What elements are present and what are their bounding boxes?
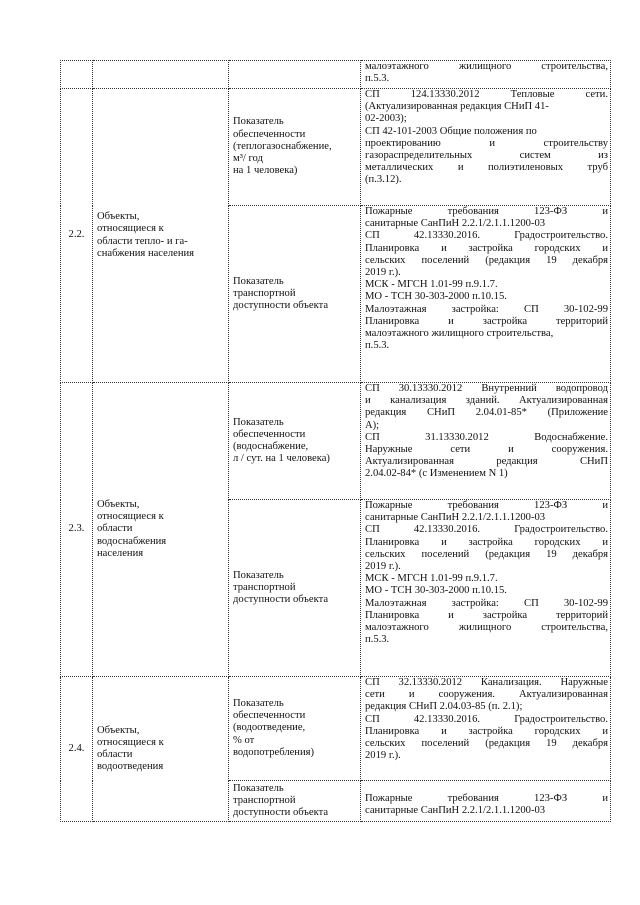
text-line: СП 124.13330.2012 Тепловые сети. <box>365 89 608 100</box>
text-line: л / сут. на 1 человека) <box>233 453 330 465</box>
norm-cell <box>361 677 611 781</box>
table-row <box>61 383 611 500</box>
text-line: Планировка и застройка городских и <box>365 536 608 548</box>
row-number <box>61 61 93 89</box>
text-line: Показатель <box>233 569 284 581</box>
text-line: Пожарные требования 123-ФЗ и <box>365 206 608 217</box>
text-line: СП 31.13330.2012 Водоснабжение. <box>365 431 608 443</box>
text-line: 2019 г.). <box>365 561 401 573</box>
text-line: транспортной <box>233 287 296 299</box>
text-line: (Актуализированная редакция СНиП 41- <box>365 101 549 113</box>
text-line: сети и сооружения. Актуализированная <box>365 689 608 701</box>
text-line: (п.3.12). <box>365 174 402 186</box>
text-line: Малоэтажная застройка: СП 30-102-99 <box>365 597 608 609</box>
text-line: п.5.3. <box>365 73 390 85</box>
text-line: сельских поселений (редакция 19 декабря <box>365 548 608 560</box>
row-number: 2.3. <box>61 383 93 677</box>
norm-cell <box>361 61 611 89</box>
text-line: транспортной <box>233 581 296 593</box>
text-line: доступности объекта <box>233 594 329 606</box>
text-line: МО - ТСН 30-303-2000 п.10.15. <box>365 585 507 597</box>
text-line: водоотведения <box>97 761 164 773</box>
text-line: населения <box>97 547 144 559</box>
text-line: относящиеся к <box>97 511 164 523</box>
text-line: Наружные сети и сооружения. <box>365 444 608 456</box>
text-line: водопотребления) <box>233 746 315 758</box>
text-line: относящиеся к <box>97 736 164 748</box>
text-line: Малоэтажная застройка: СП 30-102-99 <box>365 303 608 315</box>
text-line: Показатель <box>233 116 284 128</box>
text-line: доступности объекта <box>233 300 329 312</box>
text-line: п.5.3. <box>365 634 390 646</box>
text-line: МСК - МГСН 1.01-99 п.9.1.7. <box>365 573 498 585</box>
text-line: редакция СНиП 2.04.01-85* (Приложение <box>365 407 608 419</box>
text-line: МО - ТСН 30-303-2000 п.10.15. <box>365 291 507 303</box>
text-line: области <box>97 523 133 535</box>
row-number: 2.4. <box>61 677 93 822</box>
text-line: Объекты, <box>97 498 140 510</box>
norm-cell <box>361 89 611 206</box>
text-line: сельских поселений (редакция 19 декабря <box>365 254 608 266</box>
text-line: транспортной <box>233 794 296 806</box>
text-line: (водоснабжение, <box>233 441 309 452</box>
indicator-cell <box>229 781 361 822</box>
text-line: обеспеченности <box>233 128 306 140</box>
text-line: Показатель <box>233 416 284 428</box>
table-row <box>61 677 611 781</box>
text-line: СП 42-101-2003 Общие положения по <box>365 125 537 137</box>
object-cell <box>93 61 229 89</box>
indicator-cell <box>229 383 361 500</box>
text-line: 2.04.02-84* (с Изменением N 1) <box>365 468 508 480</box>
object-cell <box>93 89 229 383</box>
text-line: 2019 г.). <box>365 267 401 279</box>
text-line: СП 42.13330.2016. Градостроительство. <box>365 524 608 536</box>
object-cell <box>93 677 229 822</box>
text-line: А); <box>365 419 380 431</box>
text-line: Актуализированная редакция СНиП <box>365 456 608 468</box>
text-line: Показатель <box>233 782 284 794</box>
text-line: на 1 человека) <box>233 165 298 177</box>
norm-cell <box>361 781 611 822</box>
text-line: (теплогазоснабжение, <box>233 140 332 152</box>
text-line: редакция СНиП 2.04.03-85 (п. 2.1); <box>365 701 523 713</box>
text-line: м³/ год <box>233 153 263 165</box>
text-line: Пожарные требования 123-ФЗ и <box>365 500 608 511</box>
text-line: снабжения населения <box>97 247 195 259</box>
norm-cell <box>361 206 611 383</box>
text-line: (водоотведение, <box>233 722 306 734</box>
text-line: сельских поселений (редакция 19 декабря <box>365 738 608 750</box>
text-line: Показатель <box>233 697 284 709</box>
text-line: Объекты, <box>97 724 140 736</box>
document-page <box>60 60 610 822</box>
text-line: проектированию и строительству <box>365 137 608 149</box>
text-line: газораспределительных систем из <box>365 150 608 162</box>
text-line: Планировка и застройка территорий <box>365 609 608 621</box>
indicator-cell <box>229 500 361 677</box>
norm-cell <box>361 383 611 500</box>
indicator-cell <box>229 677 361 781</box>
text-line: малоэтажного жилищного строительства, <box>365 622 608 634</box>
text-line: области <box>97 749 133 760</box>
text-line: СП 32.13330.2012 Канализация. Наружные <box>365 677 608 688</box>
text-line: Планировка и застройка территорий <box>365 315 608 327</box>
text-line: доступности объекта <box>233 807 329 819</box>
text-line: МСК - МГСН 1.01-99 п.9.1.7. <box>365 279 498 291</box>
indicator-cell <box>229 206 361 383</box>
object-cell <box>93 383 229 677</box>
norms-table <box>60 60 611 822</box>
table-row <box>61 61 611 89</box>
text-line: металлических и полиэтиленовых труб <box>365 162 608 174</box>
text-line: Пожарные требования 123-ФЗ и <box>365 793 608 805</box>
text-line: относящиеся к <box>97 223 164 235</box>
text-line: 02-2003); <box>365 113 407 125</box>
text-line: санитарные СанПиН 2.2.1/2.1.1.1200-03 <box>365 805 546 817</box>
text-line: области тепло- и га- <box>97 235 188 247</box>
indicator-cell <box>229 61 361 89</box>
table-row <box>61 89 611 206</box>
text-line: и канализация зданий. Актуализированная <box>365 395 608 407</box>
row-number: 2.2. <box>61 89 93 383</box>
text-line: Показатель <box>233 275 284 287</box>
text-line: СП 30.13330.2012 Внутренний водопровод <box>365 383 608 394</box>
text-line: обеспеченности <box>233 710 306 722</box>
text-line: п.5.3. <box>365 340 390 352</box>
text-line: Планировка и застройка городских и <box>365 725 608 737</box>
text-line: малоэтажного жилищного строительства, <box>365 328 554 340</box>
text-line: санитарные СанПиН 2.2.1/2.1.1.1200-03 <box>365 218 546 230</box>
text-line: водоснабжения <box>97 535 167 547</box>
text-line: СП 42.13330.2016. Градостроительство. <box>365 230 608 242</box>
norm-cell <box>361 500 611 677</box>
text-line: обеспеченности <box>233 428 306 440</box>
text-line: СП 42.13330.2016. Градостроительство. <box>365 713 608 725</box>
text-line: Планировка и застройка городских и <box>365 242 608 254</box>
text-line: малоэтажного жилищного строительства, <box>365 61 608 72</box>
text-line: санитарные СанПиН 2.2.1/2.1.1.1200-03 <box>365 512 546 524</box>
indicator-cell <box>229 89 361 206</box>
text-line: % от <box>233 734 255 746</box>
text-line: 2019 г.). <box>365 750 401 762</box>
text-line <box>365 781 608 793</box>
text-line: Объекты, <box>97 211 140 223</box>
